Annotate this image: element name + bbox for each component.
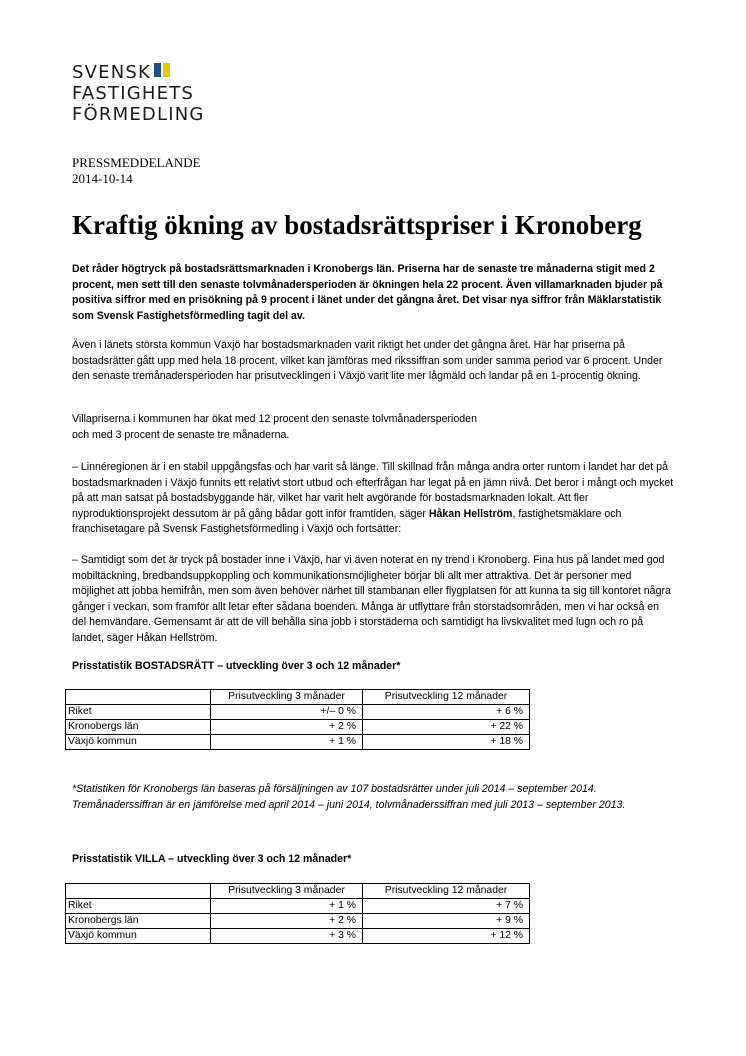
value-12m-cell: + 9 %: [363, 914, 530, 929]
swedish-flag-icon: [154, 63, 170, 77]
region-cell: Växjö kommun: [66, 929, 211, 944]
table-row: [66, 705, 530, 720]
person-name: Håkan Hellström: [428, 507, 513, 520]
table-header-cell: Prisutveckling 3 månader: [211, 690, 363, 705]
table-header-cell: Prisutveckling 12 månader: [363, 884, 530, 899]
villa-table: [65, 883, 530, 944]
paragraph-2: Villapriserna i kommunen har ökat med 12 procent den senaste tolvmånadersperioden och med 3 procent de senaste tre månaderna.: [72, 413, 477, 441]
table-row: [66, 929, 530, 944]
logo-line-1: SVENSK: [72, 62, 152, 83]
value-12m-cell: + 22 %: [363, 720, 530, 735]
press-header: [72, 155, 201, 187]
company-logo: [72, 62, 205, 125]
table-header-cell: Prisutveckling 12 månader: [363, 690, 530, 705]
value-12m-cell: + 12 %: [363, 929, 530, 944]
paragraph-4: – Samtidigt som det är tryck på bostäder inne i Växjö, har vi även noterat en ny trend i Kronoberg. Fina hus på landet med god mobiltäckning, bredbandsuppkoppling och kommunikationsmöjligheter börjar bli allt mer attraktiva. Det är personer med möjlighet att jobba hemifrån, men som även behöver närhet till stambanan eller flygplatsen för att kunna ta sig till kontoret några gånger i veckan, som framför allt letar efter sådana boenden. Många är utflyttare från storstadsområden, men vi har också en del hemvändare. Gemensamt är att de vill behålla sina jobb i storstäderna och samtidigt ha livskvalitet med lugn och ro på landet, säger Håkan Hellström.: [72, 554, 671, 644]
region-cell: Växjö kommun: [66, 735, 211, 750]
value-3m-cell: + 1 %: [211, 735, 363, 750]
press-label: PRESSMEDDELANDE: [72, 155, 201, 170]
value-12m-cell: + 7 %: [363, 899, 530, 914]
logo-line-2: FASTIGHETS: [72, 83, 195, 104]
table-header-row: [66, 884, 530, 899]
table-row: [66, 720, 530, 735]
region-cell: Kronobergs län: [66, 720, 211, 735]
table-row: [66, 899, 530, 914]
logo-line-3: FÖRMEDLING: [72, 104, 205, 125]
value-3m-cell: + 1 %: [211, 899, 363, 914]
value-3m-cell: +/– 0 %: [211, 705, 363, 720]
table-row: [66, 735, 530, 750]
press-date: 2014-10-14: [72, 171, 133, 186]
lead-paragraph: Det råder högtryck på bostadsrättsmarknaden i Kronobergs län. Priserna har de senaste tre månaderna stigit med 2 procent, men sett till den senaste tolvmånadersperioden är ökningen hela 22 procent. Även villamarknaden bjuder på positiva siffror med en prisökning på 9 procent i länet under det gångna året. Det visar nya siffror från Mäklarstatistik som Svensk Fastighetsförmedling tagit del av.: [72, 263, 663, 322]
villa-table-title: Prisstatistik VILLA – utveckling över 3 och 12 månader*: [72, 853, 352, 865]
value-12m-cell: + 18 %: [363, 735, 530, 750]
table-header-row: [66, 690, 530, 705]
bostadsratt-table: [65, 689, 530, 750]
headline: Kraftig ökning av bostadsrättspriser i Kronoberg: [72, 210, 642, 240]
region-cell: Riket: [66, 899, 211, 914]
table-header-cell: [66, 884, 211, 899]
paragraph-3: [72, 460, 674, 538]
table-header-cell: [66, 690, 211, 705]
value-3m-cell: + 3 %: [211, 929, 363, 944]
table-header-cell: Prisutveckling 3 månader: [211, 884, 363, 899]
table-row: [66, 914, 530, 929]
quote-text-end: , fastighetsmäklare och franchisetagare på Svensk Fastighetsförmedling i Växjö och fortsätter:: [72, 507, 622, 535]
statistics-footnote: *Statistiken för Kronobergs län baseras på försäljningen av 107 bostadsrätter under juli 2014 – september 2014. Tremånaderssiffran är en jämförelse med april 2014 – juni 2014, tolvmånaderssiffran med juli 2013 – september 2013.: [72, 783, 626, 811]
value-3m-cell: + 2 %: [211, 914, 363, 929]
region-cell: Riket: [66, 705, 211, 720]
value-12m-cell: + 6 %: [363, 705, 530, 720]
bostadsratt-table-title: Prisstatistik BOSTADSRÄTT – utveckling över 3 och 12 månader*: [72, 660, 401, 672]
value-3m-cell: + 2 %: [211, 720, 363, 735]
paragraph-1: Även i länets största kommun Växjö har bostadsmarknaden varit riktigt het under det gångna året. Här har priserna på bostadsrätter gått upp med hela 18 procent, vilket kan jämföras med rikssiffran som under samma period var 6 procent. Under den senaste tremånadersperioden har prisutvecklingen i Växjö varit lite mer lågmäld och landar på en 1-procentig ökning.: [72, 339, 663, 382]
region-cell: Kronobergs län: [66, 914, 211, 929]
quote-text-start: – Linnéregionen är i en stabil uppgångsfas och har varit så länge. Till skillnad från många andra orter runtom i landet har det på bostadsmarknaden i Växjö funnits ett relativt stort utbud och efterfrågan har legat på en jämn nivå. Det beror i mångt och mycket på att man satsat på bostadsbyggande här, vilket har varit helt avgörande för bostadsmarknaden lokalt. Att fler nyproduktionsprojekt dessutom är på gång bådar gott inför framtiden, säger: [72, 461, 674, 520]
